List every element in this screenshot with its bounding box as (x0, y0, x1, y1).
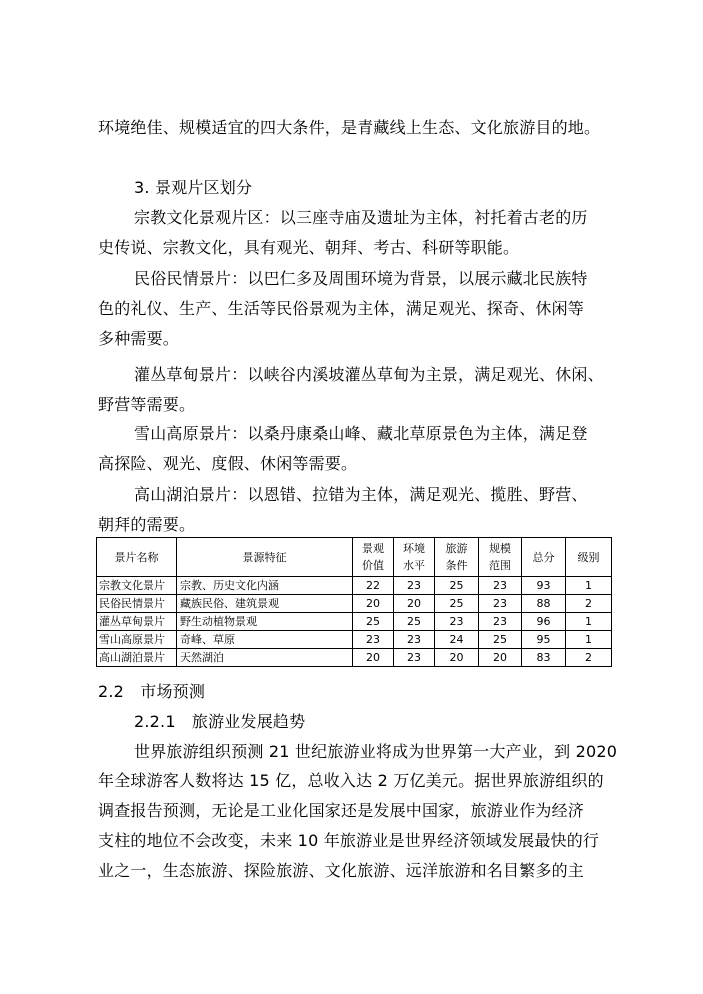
cell-feature: 天然湖泊 (177, 649, 353, 667)
cell-environment: 20 (394, 595, 435, 613)
cell-feature: 藏族民俗、建筑景观 (177, 595, 353, 613)
col-header-environment: 环境 水平 (394, 538, 435, 577)
table-row (97, 613, 612, 631)
cell-scale: 20 (479, 649, 522, 667)
cell-environment: 23 (394, 649, 435, 667)
paragraph-line: 多种需要。 (98, 329, 180, 348)
paragraph-line: 调查报告预测，无论是工业化国家还是发展中国家，旅游业作为经济 (98, 801, 585, 820)
cell-scale: 23 (479, 577, 522, 595)
cell-grade: 2 (566, 649, 612, 667)
cell-tourism: 25 (435, 577, 479, 595)
table-row (97, 577, 612, 595)
col-header-landscape: 景观 价值 (353, 538, 394, 577)
cell-environment: 23 (394, 577, 435, 595)
paragraph-line: 高山湖泊景片：以恩错、拉错为主体，满足观光、揽胜、野营、 (134, 485, 588, 504)
col-header-scale: 规模 范围 (479, 538, 522, 577)
col-header-name: 景片名称 (97, 538, 177, 577)
cell-scale: 25 (479, 631, 522, 649)
cell-scale: 23 (479, 595, 522, 613)
cell-tourism: 25 (435, 595, 479, 613)
table-row (97, 649, 612, 667)
paragraph-line: 宗教文化景观片区：以三座寺庙及遗址为主体，衬托着古老的历 (134, 208, 588, 227)
cell-name: 雪山高原景片 (97, 631, 177, 649)
section-heading-2-2: 2.2 市场预测 (98, 682, 206, 701)
cell-environment: 25 (394, 613, 435, 631)
cell-total: 95 (522, 631, 566, 649)
section-heading-3: 3. 景观片区划分 (134, 178, 253, 197)
cell-landscape: 23 (353, 631, 394, 649)
cell-tourism: 24 (435, 631, 479, 649)
cell-feature: 宗教、历史文化内涵 (177, 577, 353, 595)
cell-grade: 1 (566, 577, 612, 595)
paragraph-line: 野营等需要。 (98, 395, 196, 414)
paragraph-line: 世界旅游组织预测 21 世纪旅游业将成为世界第一大产业，到 2020 (134, 742, 618, 761)
cell-feature: 野生动植物景观 (177, 613, 353, 631)
cell-name: 宗教文化景片 (97, 577, 177, 595)
cell-name: 灌丛草甸景片 (97, 613, 177, 631)
cell-name: 高山湖泊景片 (97, 649, 177, 667)
cell-landscape: 25 (353, 613, 394, 631)
table-row (97, 631, 612, 649)
col-header-grade: 级别 (566, 538, 612, 577)
cell-environment: 23 (394, 631, 435, 649)
paragraph-line: 支柱的地位不会改变，未来 10 年旅游业是世界经济领域发展最快的行 (98, 831, 600, 850)
col-header-tourism: 旅游 条件 (435, 538, 479, 577)
table-header-row (97, 538, 612, 577)
col-header-total: 总分 (522, 538, 566, 577)
cell-landscape: 20 (353, 595, 394, 613)
paragraph-line: 环境绝佳、规模适宜的四大条件，是青藏线上生态、文化旅游目的地。 (98, 118, 601, 137)
paragraph-line: 业之一，生态旅游、探险旅游、文化旅游、远洋旅游和名目繁多的主 (98, 861, 585, 880)
cell-total: 88 (522, 595, 566, 613)
cell-tourism: 23 (435, 613, 479, 631)
cell-grade: 1 (566, 631, 612, 649)
cell-total: 93 (522, 577, 566, 595)
cell-landscape: 20 (353, 649, 394, 667)
paragraph-line: 色的礼仪、生产、生活等民俗景观为主体，满足观光、探奇、休闲等 (98, 299, 585, 318)
cell-total: 96 (522, 613, 566, 631)
paragraph-line: 高探险、观光、度假、休闲等需要。 (98, 454, 358, 473)
col-header-feature: 景源特征 (177, 538, 353, 577)
paragraph-line: 朝拜的需要。 (98, 515, 196, 534)
paragraph-line: 史传说、宗教文化，具有观光、朝拜、考古、科研等职能。 (98, 238, 520, 257)
table-row (97, 595, 612, 613)
cell-feature: 奇峰、草原 (177, 631, 353, 649)
cell-total: 83 (522, 649, 566, 667)
paragraph-line: 年全球游客人数将达 15 亿，总收入达 2 万亿美元。据世界旅游组织的 (98, 771, 604, 790)
section-heading-2-2-1: 2.2.1 旅游业发展趋势 (134, 712, 306, 731)
paragraph-line: 灌丛草甸景片：以峡谷内溪坡灌丛草甸为主景，满足观光、休闲、 (134, 365, 604, 384)
cell-landscape: 22 (353, 577, 394, 595)
cell-scale: 23 (479, 613, 522, 631)
cell-grade: 2 (566, 595, 612, 613)
cell-tourism: 20 (435, 649, 479, 667)
paragraph-line: 民俗民情景片：以巴仁多及周围环境为背景，以展示藏北民族特 (134, 269, 588, 288)
scenic-score-table (96, 537, 612, 667)
cell-grade: 1 (566, 613, 612, 631)
paragraph-line: 雪山高原景片：以桑丹康桑山峰、藏北草原景色为主体，满足登 (134, 424, 588, 443)
cell-name: 民俗民情景片 (97, 595, 177, 613)
